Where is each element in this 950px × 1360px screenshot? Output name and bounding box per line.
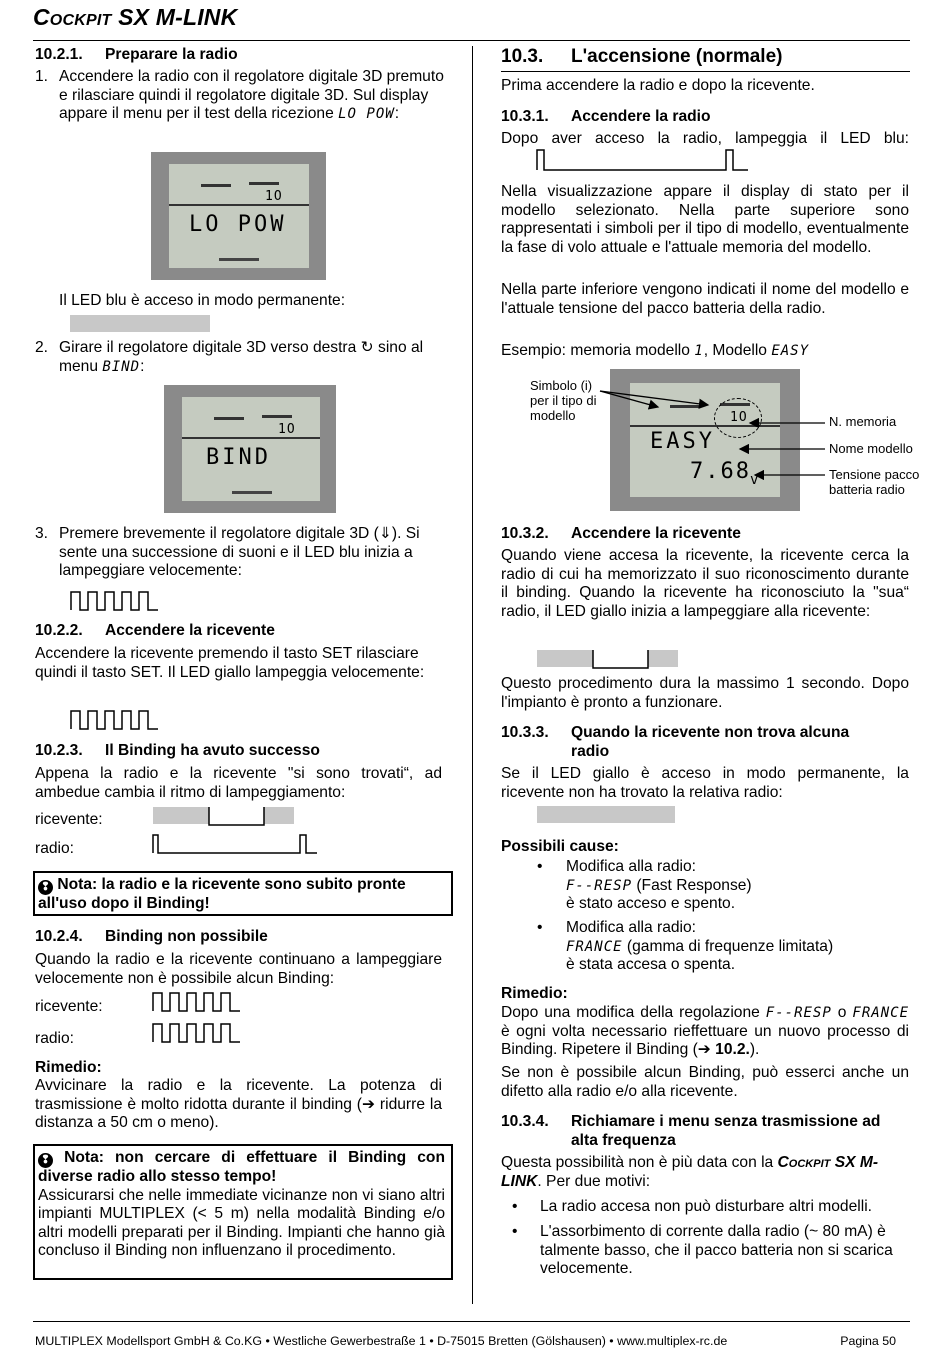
bullet-icon: • [512,1223,518,1240]
note-box-binding-ready: ❢ Nota: la radio e la ricevente sono subito pronte all'uso dopo il Binding! [33,871,453,916]
section-rule [501,71,910,72]
brand-prefix: Cockpit [33,4,112,30]
rimedio-heading: Rimedio: [35,1059,102,1076]
section-10-3-4-heading: 10.3.4. Richiamare i menu senza trasmissione ad alta frequenza [501,1113,881,1149]
footer-text: MULTIPLEX Modellsport GmbH & Co.KG • Westliche Gewerbestraße 1 • D-75015 Bretten (Gölshausen) • www.multiplex-rc.de [35,1334,728,1348]
label-radio: radio: [35,840,75,857]
section-10-2-1-heading: 10.2.1. Preparare la radio [35,46,238,63]
radio-blink-signal [152,833,322,855]
section-10-2-4-text: Quando la radio e la ricevente continuano a lampeggiare velocemente non è possibile alcun Binding: [35,951,442,987]
receiver-blink-signal [536,648,681,670]
reason-2: L'assorbimento di corrente dalla radio (~ 80 mA) è talmente basso, che il pacco batteria non si scarica velocemente. [540,1223,893,1278]
lcd-code-lo-pow: LO POW [338,106,395,123]
section-10-3-2-heading: 10.3.2. Accendere la ricevente [501,525,741,542]
warning-icon: ❢ [38,880,53,895]
page-header-title [33,4,238,30]
section-10-3-1-heading: 10.3.1. Accendere la radio [501,108,711,125]
paragraph-status-display: Nella visualizzazione appare il display di stato per il modello selezionato. Nella parte superiore sono rappresentati i simboli per il tipo di modello, eventualmente la fase di volo attuale e l'attuale memoria del modello. [501,183,909,256]
fast-blink-signal [70,590,162,612]
callout-arrows [580,385,830,495]
lcd-memory-number: 1O [278,422,296,437]
reason-1: La radio accesa non può disturbare altri modelli. [540,1198,872,1215]
footer-rule [33,1321,910,1322]
callout-model-name: Nome modello [829,441,913,456]
callout-voltage: Tensione pacco batteria radio [829,467,920,497]
led-permanent-bar [537,806,675,823]
lcd-memory-number: 1O [730,410,748,425]
fast-blink-signal [70,709,162,731]
fast-blink-signal [152,1022,244,1044]
section-10-3-heading: 10.3. L'accensione (normale) [501,46,783,67]
lcd-voltage-unit: v [750,472,760,488]
rotate-right-icon: ↻ [360,339,374,356]
lcd-display-image-lo-pow [151,152,326,280]
callout-memory: N. memoria [829,414,897,429]
slow-blink-signal [536,148,751,172]
label-ricevente: ricevente: [35,998,103,1015]
section-10-3-2-text2: Questo procedimento dura la massimo 1 secondo. Dopo l'impianto è pronto a funzionare. [501,675,909,711]
bullet-icon: • [537,919,543,936]
label-radio: radio: [35,1030,75,1047]
section-10-3-text: Prima accendere la radio e dopo la ricevente. [501,77,815,94]
brand-main: SX M-LINK [118,4,238,30]
bullet-icon: • [537,858,543,875]
possible-causes-heading: Possibili cause: [501,838,619,855]
fast-blink-signal [152,991,244,1013]
cause-1: Modifica alla radio: F--RESP (Fast Response) è stato acceso e spento. [566,858,752,913]
cause-2: Modifica alla radio: FRANCE (gamma di frequenze limitata) è stata accesa o spenta. [566,919,834,974]
step-1: 1. Accendere la radio con il regolatore digitale 3D premuto e rilasciare quindi il regolatore digitale 3D. Sul display appare il menu per il test della ricezione LO POW: [35,68,444,123]
lcd-display-image-bind [164,385,336,513]
section-10-3-3-text: Se il LED giallo è acceso in modo permanente, la ricevente non ha trovato la relativa radio: [501,765,909,801]
rimedio-text-2: Se non è possibile alcun Binding, può esserci anche un difetto alla radio e/o alla ricevente. [501,1064,909,1100]
section-10-2-3-text: Appena la radio e la ricevente "si sono trovati“, ad ambedue cambia il ritmo di lampeggiamento: [35,765,442,801]
rimedio-text: Avvicinare la radio e la ricevente. La potenza di trasmissione è molto ridotta durante il binding (➔ ridurre la distanza a 50 cm o meno). [35,1077,442,1132]
section-10-2-2-text: Accendere la ricevente premendo il tasto SET rilasciare quindi il tasto SET. Il LED giallo lampeggia velocemente: [35,645,425,681]
led-permanent-bar [70,315,210,332]
lcd-main-text: BIND [206,445,271,470]
section-10-3-2-text: Quando viene accesa la ricevente, la ricevente cerca la radio di cui ha memorizzato il suo riconoscimento durante il binding. Quando la ricevente ha riconosciuto la "sua“ radio, il LED giallo inizia a lampeggiare alla ricevente: [501,547,909,620]
receiver-blink-signal [152,805,297,827]
rimedio-text: Dopo una modifica della regolazione F--RESP o FRANCE è ogni volta necessario rieffettuare un nuovo processo di Binding. Ripetere il Binding (➔ 10.2.). [501,1004,909,1059]
warning-icon: ❢ [38,1153,53,1168]
section-10-3-3-heading: 10.3.3. Quando la ricevente non trova alcuna radio [501,724,850,760]
section-10-2-4-heading: 10.2.4. Binding non possibile [35,928,268,945]
paragraph-lower-part: Nella parte inferiore vengono indicati il nome del modello e l'attuale tensione del pacco batteria della radio. [501,281,909,317]
step-2: 2. Girare il regolatore digitale 3D verso destra ↻ sino al menu BIND: [35,339,424,375]
lcd-code-bind: BIND [102,358,141,375]
section-10-2-3-heading: 10.2.3. Il Binding ha avuto successo [35,742,320,759]
lcd-model-name: EASY [650,429,715,454]
section-10-3-4-text: Questa possibilità non è più data con la Cockpit SX M-LINK. Per due motivi: [501,1154,879,1190]
lcd-voltage: 7.68 [690,459,751,484]
lcd-main-text: LO POW [189,212,287,237]
bullet-icon: • [512,1198,518,1215]
page-number: Pagina 50 [840,1334,896,1348]
step-3: 3. Premere brevemente il regolatore digitale 3D (⇓). Si sente una successione di suoni e il LED blu inizia a lampeggiare velocemente: [35,525,420,580]
column-divider [472,46,473,1304]
callout-model-symbols: Simbolo (i) per il tipo di modello [530,378,597,423]
note-box-multiple-radios: ❢ Nota: non cercare di effettuare il Binding con diverse radio allo stesso tempo! Assicurarsi che nelle immediate vicinanze non vi siano altri impianti MULTIPLEX (< 5 m) nella modalità Binding e/o altri modelli preparati per il Binding. Impianti che hanno già concluso il Binding non influenzano il procedimento. [33,1144,453,1280]
section-10-2-2-heading: 10.2.2. Accendere la ricevente [35,622,275,639]
section-10-3-1-text: Dopo aver acceso la radio, lampeggia il LED blu: [501,130,909,147]
rimedio-heading: Rimedio: [501,985,568,1002]
lcd-memory-number: 1O [265,189,283,204]
led-blue-permanent-text: Il LED blu è acceso in modo permanente: [59,292,346,309]
example-line: Esempio: memoria modello 1, Modello EASY [501,342,810,359]
label-ricevente: ricevente: [35,811,103,828]
header-rule [33,40,910,41]
